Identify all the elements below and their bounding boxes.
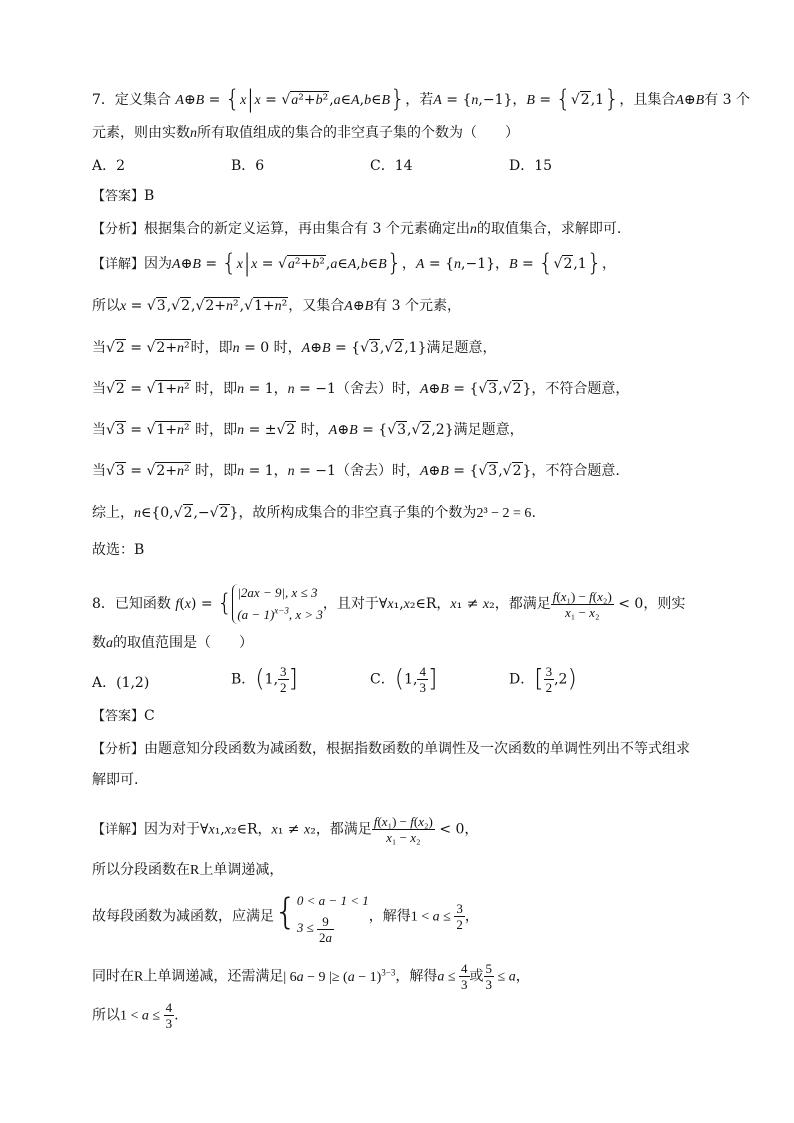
q7-detail-6: 当√3 = √2+n² 时，即n = 1，n = −1（舍去）时，A⊕B = {√3,√2}，不符合题意. — [92, 463, 620, 479]
q7-stem-line2: 元素，则由实数n所有取值组成的集合的非空真子集的个数为（ ） — [92, 125, 519, 141]
q7-detail-7: 综上，n∈{0,√2,−√2}，故所构成集合的非空真子集的个数为2³ − 2 = 6. — [92, 505, 536, 521]
q8-stem-line1: 8．已知函数 f(x) = { |2ax − 9|, x ≤ 3 $(a - 1)^{x-3}$, x > 3，且对于∀x₁,x₂∈R，x₁ ≠ x₂，都满足 $\frac{\text{f(x₁) − f(x₂)}}{\text{x₁ − x₂}}$ < 0，则实 — [92, 585, 686, 623]
q8-option-b: B．(1, $\frac{3}{2}$ ] — [231, 664, 298, 695]
q7-detail-3: 当√2 = √2+n²时，即n = 0 时，A⊕B = {√3,√2,1}满足题意， — [92, 340, 497, 356]
q8-stem-line2: 数a的取值范围是（ ） — [92, 635, 253, 651]
q8-option-a: A．(1,2) — [92, 675, 150, 691]
q7-choice: 故选：B — [92, 542, 145, 558]
q8-analysis: 【分析】由题意知分段函数为减函数，根据指数函数的单调性及一次函数的单调性列出不等式组求 — [92, 741, 691, 757]
q8-detail-1: 【详解】因为对于∀x₁,x₂∈R，x₁ ≠ x₂，都满足 $\frac{\text{f(x₁) − f(x₂)}}{\text{x₁ − x₂}}$ < 0， — [92, 814, 479, 845]
q8-option-c: C．(1, $\frac{4}{3}$ ] — [370, 664, 438, 695]
q7-answer: 【答案】B — [92, 188, 155, 204]
q7-detail-2: 所以x = √3,√2,√2+n²,√1+n²，又集合A⊕B有 3 个元素， — [92, 298, 461, 314]
q8-option-d: D．[ $\frac{3}{2}$ ,2) — [509, 664, 577, 695]
q8-detail-4: 同时在R上单调递减，还需满足| 6a − 9 |≥ $(a - 1)^{3-3}$，解得a ≤ $\frac{4}{3}$ 或 $\frac{5}{3}$ ≤ a， — [92, 961, 530, 993]
q7-option-b: B．6 — [231, 158, 265, 174]
q7-number: 7． — [92, 92, 115, 108]
q8-detail-2: 所以分段函数在R上单调递减， — [92, 862, 284, 878]
q7-stem-line1: 7．定义集合 A⊕B = {x|x = √a²+b²,a∈A,b∈B}，若A = {n,−1}，B = {√2,1}，且集合A⊕B有 3 个 — [92, 85, 751, 113]
q7-option-d: D．15 — [509, 158, 553, 174]
q8-number: 8． — [92, 596, 115, 613]
q7-option-c: C．14 — [370, 158, 413, 174]
q8-detail-5: 所以1 < a ≤ $\frac{4}{3}$ . — [92, 1000, 179, 1031]
q8-detail-3: 故每段函数为减函数，应满足{0 < a − 1 < 1 3 ≤ $\frac{9}{2a}$ ，解得1 < a ≤ $\frac{3}{2}$ ， — [92, 891, 479, 945]
q7-analysis: 【分析】根据集合的新定义运算，再由集合有 3 个元素确定出n的取值集合，求解即可. — [92, 221, 622, 237]
q7-detail-4: 当√2 = √1+n² 时，即n = 1，n = −1（舍去）时，A⊕B = {√3,√2}，不符合题意， — [92, 381, 630, 397]
q7-detail-5: 当√3 = √1+n² 时，即n = ±√2 时，A⊕B = {√3,√2,2}满足题意， — [92, 422, 524, 438]
q8-analysis-2: 解即可. — [92, 772, 139, 788]
q7-option-a: A．2 — [92, 158, 126, 174]
q7-detail-1: 【详解】因为A⊕B = {x|x = √a²+b²,a∈A,b∈B}，A = {n,−1}，B = {√2,1}， — [92, 249, 616, 277]
q8-answer: 【答案】C — [92, 708, 155, 724]
